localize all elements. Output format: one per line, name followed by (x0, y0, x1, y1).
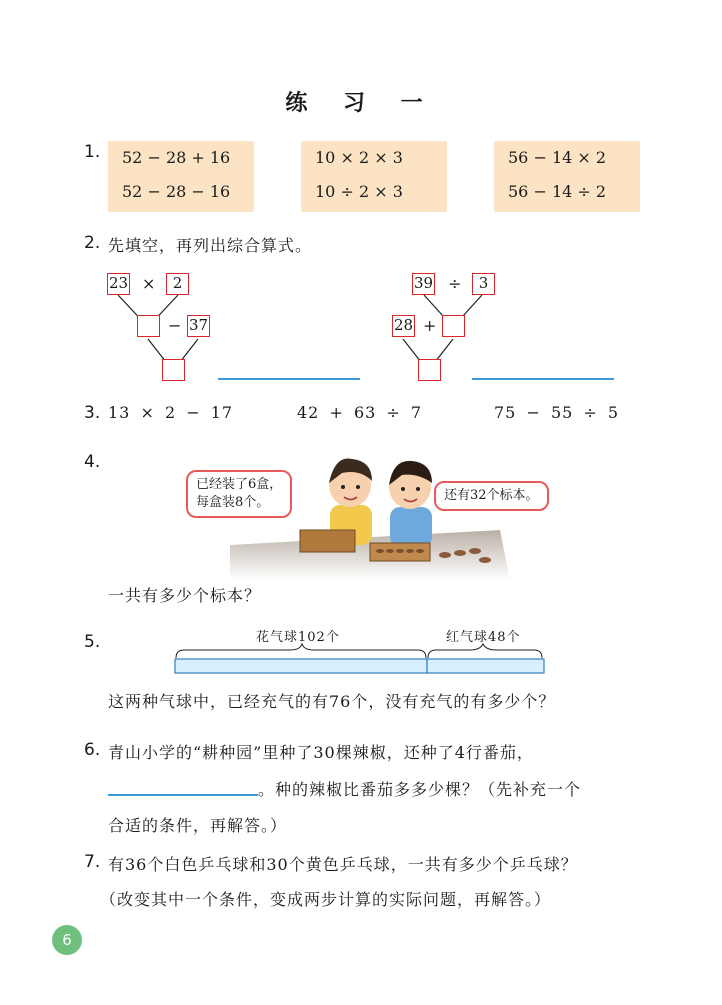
question-4-text: 一共有多少个标本？ (108, 586, 262, 605)
question-2-number: 2. (84, 233, 101, 253)
bubble-text: 每盒装8个。 (196, 495, 270, 510)
fill-in-line[interactable] (108, 794, 258, 796)
question-7-line-1: 有36个白色乒乓球和30个黄色乒乓球，一共有多少个乒乓球？ (108, 855, 578, 874)
expression: 13 × 2 − 17 (108, 403, 234, 422)
expression: 75 − 55 ÷ 5 (494, 403, 620, 422)
number-box: 39 (412, 273, 435, 295)
number-box: 3 (472, 273, 495, 295)
question-6-line-1: 青山小学的“耕种园”里种了30棵辣椒，还种了4行番茄， (108, 743, 534, 762)
answer-line[interactable] (472, 378, 614, 380)
bubble-text: 还有32个标本。 (444, 488, 539, 503)
number-box: 37 (187, 315, 210, 337)
answer-line[interactable] (218, 378, 360, 380)
segment-diagram (170, 642, 550, 676)
expression-box-2 (301, 141, 447, 212)
question-2-text: 先填空，再列出综合算式。 (108, 236, 313, 255)
operator: ÷ (448, 274, 463, 293)
speech-bubble-left (186, 470, 292, 518)
question-3-number: 3. (84, 403, 101, 423)
speech-bubble-right (434, 481, 549, 511)
number-box: 23 (107, 273, 130, 295)
expression: 42 + 63 ÷ 7 (297, 403, 423, 422)
operator: − (168, 316, 183, 335)
expression-box-3 (494, 141, 640, 212)
question-6-number: 6. (84, 740, 101, 760)
expression: 10 × 2 × 3 (315, 148, 403, 167)
expression: 56 − 14 ÷ 2 (508, 182, 607, 201)
expression: 52 − 28 + 16 (122, 148, 231, 167)
label-red-balloons: 红气球48个 (446, 630, 521, 645)
answer-box[interactable] (418, 359, 441, 381)
number-box: 2 (166, 273, 189, 295)
expression: 10 ÷ 2 × 3 (315, 182, 403, 201)
operator: × (142, 274, 157, 293)
bubble-text: 已经装了6盒， (196, 477, 283, 492)
expression: 56 − 14 × 2 (508, 148, 607, 167)
question-1-number: 1. (84, 142, 101, 162)
operator: + (423, 316, 438, 335)
question-5-text: 这两种气球中，已经充气的有76个，没有充气的有多少个？ (108, 692, 556, 711)
page-number: 6 (52, 925, 82, 955)
expression-box-1 (108, 141, 254, 212)
expression: 52 − 28 − 16 (122, 182, 231, 201)
question-6-line-2: 。种的辣椒比番茄多多少棵？（先补充一个 (258, 780, 582, 799)
question-7-line-2: （改变其中一个条件，变成两步计算的实际问题，再解答。） (100, 890, 552, 909)
page-title: 练 习 一 (285, 91, 437, 116)
answer-box[interactable] (137, 315, 160, 337)
question-7-number: 7. (84, 852, 101, 872)
question-6-line-3: 合适的条件，再解答。） (108, 816, 288, 835)
label-flower-balloons: 花气球102个 (256, 630, 340, 645)
question-4-number: 4. (84, 452, 101, 472)
answer-box[interactable] (162, 359, 185, 381)
answer-box[interactable] (442, 315, 465, 337)
question-5-number: 5. (84, 632, 101, 652)
number-box: 28 (392, 315, 415, 337)
